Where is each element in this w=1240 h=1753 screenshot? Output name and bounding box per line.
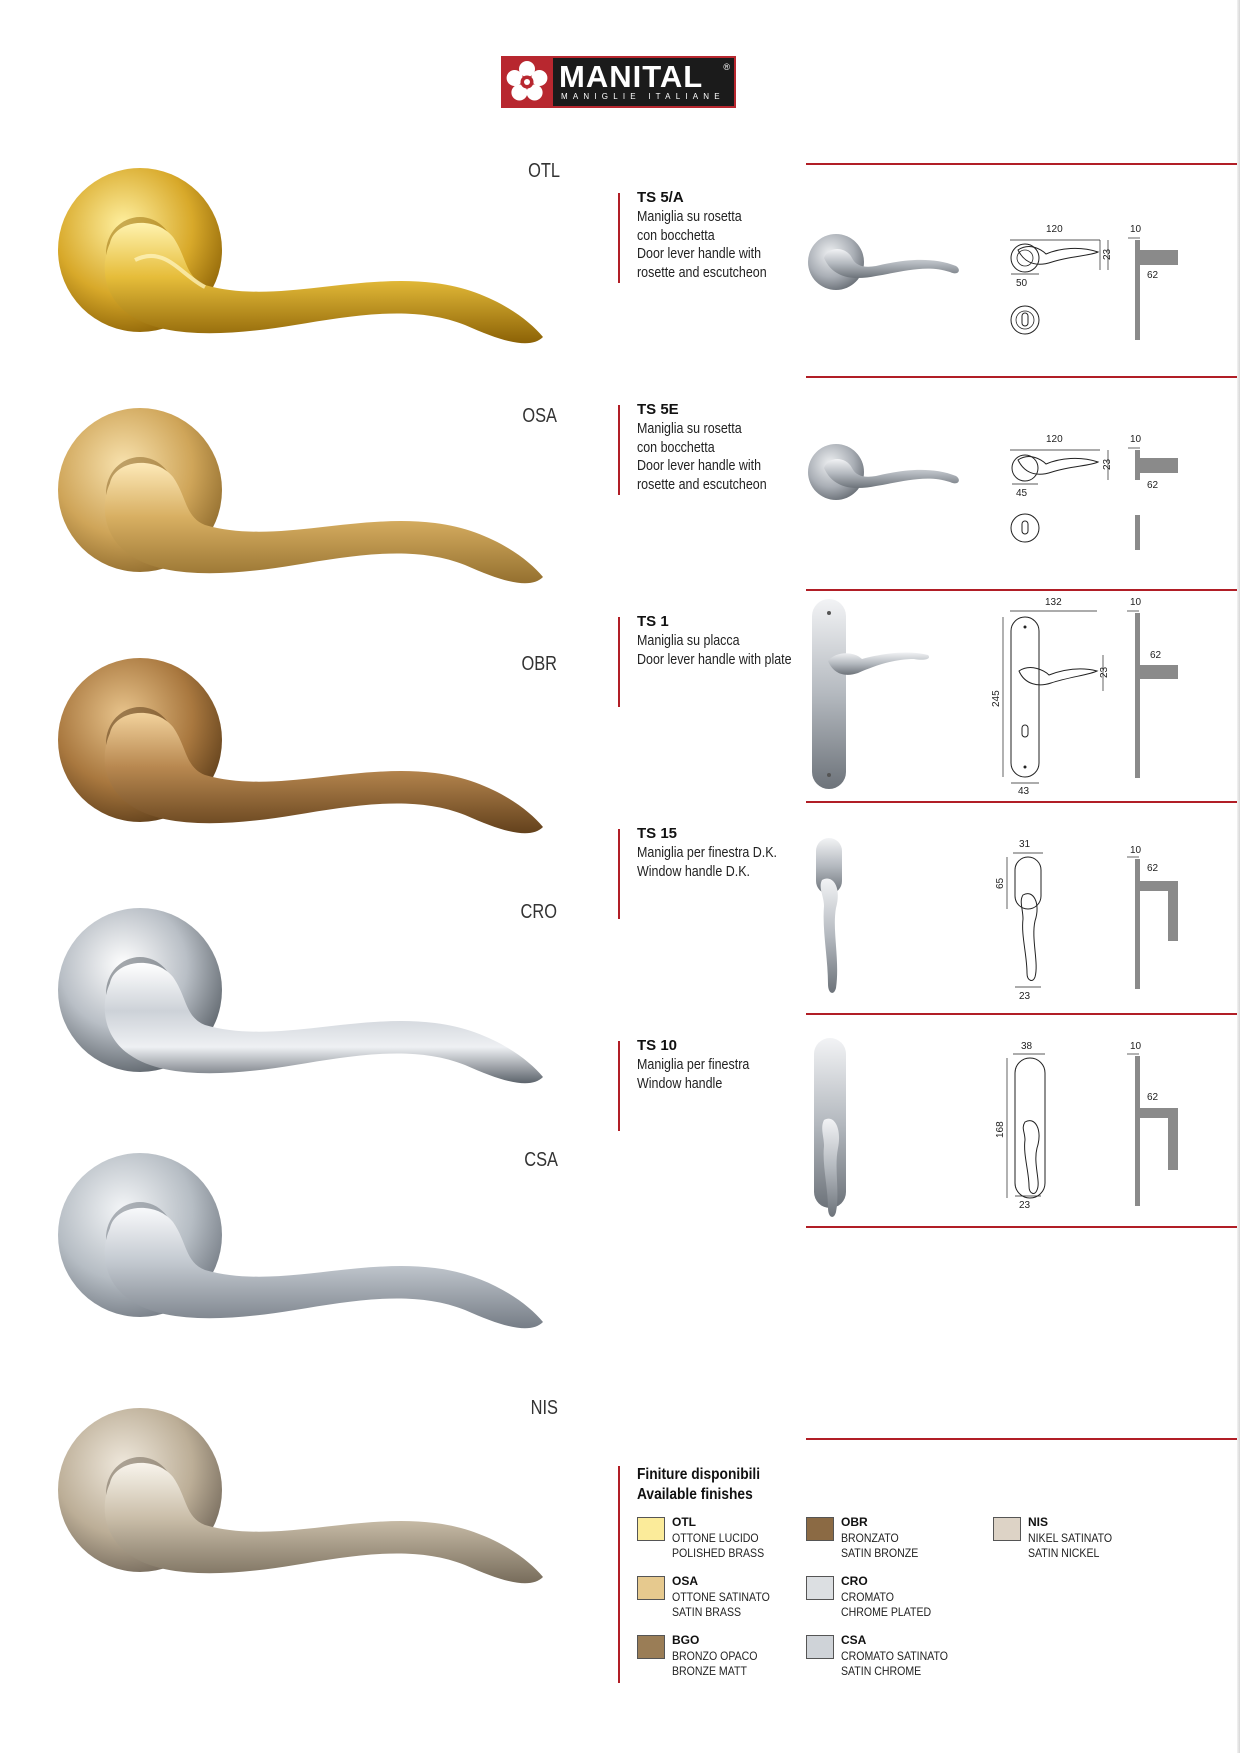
finish-code: CSA — [841, 1633, 867, 1647]
finish-code: CRO — [841, 1574, 868, 1588]
finish-name-it: BRONZO OPACO — [672, 1649, 758, 1663]
product-description-ts1: Maniglia su placca Door lever handle with plate — [637, 633, 792, 668]
handle-photo-nis — [55, 1405, 555, 1595]
finish-item-obr — [806, 1517, 986, 1567]
dim-projection: 62 — [1147, 480, 1159, 491]
technical-drawing-ts5e — [1000, 430, 1200, 560]
finish-item-cro — [806, 1576, 986, 1626]
product-photo-ts1 — [806, 595, 946, 795]
dim-projection: 62 — [1150, 650, 1162, 661]
finish-code: BGO — [672, 1633, 700, 1647]
dim-rosette: 45 — [1016, 488, 1028, 499]
finish-name-it: CROMATO SATINATO — [841, 1649, 948, 1663]
accent-bar — [618, 1466, 620, 1683]
dim-plate-height: 245 — [991, 690, 1002, 707]
finish-name-en: POLISHED BRASS — [672, 1546, 765, 1560]
dim-projection: 62 — [1147, 863, 1159, 874]
product-code-ts10: TS 10 — [637, 1037, 678, 1054]
dim-rosette: 50 — [1016, 278, 1028, 289]
product-code-ts15: TS 15 — [637, 825, 678, 842]
finishes-title-it: Finiture disponibili — [637, 1466, 761, 1483]
finish-swatch — [637, 1635, 665, 1659]
manital-logo — [501, 56, 736, 108]
finish-label-otl: OTL — [528, 160, 560, 182]
separator-line — [806, 1013, 1240, 1015]
logo-tagline: MANIGLIE ITALIANE — [561, 92, 725, 101]
logo-brand-text: MANITAL — [559, 59, 704, 94]
dim-base: 23 — [1019, 991, 1031, 1002]
dim-height: 23 — [1102, 458, 1113, 470]
finish-name-it: CROMATO — [841, 1590, 895, 1604]
separator-line — [806, 589, 1240, 591]
product-description-ts5e: Maniglia su rosetta con bocchetta Door lever handle with rosette and escutcheon — [637, 421, 767, 493]
product-code-ts5e: TS 5E — [637, 401, 679, 418]
dim-thickness: 10 — [1130, 845, 1142, 856]
dim-height: 23 — [1099, 666, 1110, 678]
finish-name-it: NIKEL SATINATO — [1028, 1531, 1113, 1545]
handle-photo-osa — [55, 405, 555, 595]
finish-name-it: OTTONE LUCIDO — [672, 1531, 759, 1545]
accent-bar — [618, 617, 620, 707]
finish-name-it: BRONZATO — [841, 1531, 899, 1545]
flower-logo-icon — [501, 56, 553, 108]
dim-thickness: 10 — [1130, 224, 1142, 235]
dim-thickness: 10 — [1130, 434, 1142, 445]
separator-line — [806, 801, 1240, 803]
separator-line — [806, 163, 1240, 165]
handle-photo-otl — [55, 165, 555, 355]
finish-swatch — [637, 1576, 665, 1600]
finish-label-osa: OSA — [522, 405, 557, 427]
separator-line — [806, 376, 1240, 378]
dim-thickness: 10 — [1130, 1041, 1142, 1052]
product-photo-ts15 — [806, 830, 866, 1000]
finish-name-en: SATIN BRONZE — [841, 1546, 919, 1560]
finish-name-en: CHROME PLATED — [841, 1605, 932, 1619]
finish-label-cro: CRO — [520, 901, 557, 923]
dim-height: 23 — [1102, 248, 1113, 260]
finish-name-en: SATIN BRASS — [672, 1605, 742, 1619]
handle-photo-csa — [55, 1150, 555, 1340]
accent-bar — [618, 829, 620, 919]
technical-drawing-ts5a — [1000, 220, 1200, 350]
product-photo-ts5e — [806, 432, 966, 512]
technical-drawing-ts15 — [985, 835, 1200, 1005]
finish-item-bgo — [637, 1635, 817, 1685]
finish-swatch — [806, 1635, 834, 1659]
finish-name-en: BRONZE MATT — [672, 1664, 747, 1678]
handle-photo-cro — [55, 905, 555, 1095]
accent-bar — [618, 193, 620, 283]
registered-mark: ® — [723, 62, 730, 72]
product-description-ts10: Maniglia per finestra Window handle — [637, 1057, 750, 1092]
dim-thickness: 10 — [1130, 597, 1142, 608]
finish-item-nis — [993, 1517, 1173, 1567]
product-code-ts1: TS 1 — [637, 613, 669, 630]
handle-photo-obr — [55, 655, 555, 845]
technical-drawing-ts1 — [985, 595, 1200, 795]
dim-base: 23 — [1019, 1200, 1031, 1211]
dim-width: 31 — [1019, 839, 1031, 850]
dim-projection: 62 — [1147, 1092, 1159, 1103]
finish-name-en: SATIN CHROME — [841, 1664, 922, 1678]
finish-name-en: SATIN NICKEL — [1028, 1546, 1100, 1560]
finish-swatch — [993, 1517, 1021, 1541]
finish-item-csa — [806, 1635, 986, 1685]
accent-bar — [618, 405, 620, 495]
technical-drawing-ts10 — [985, 1040, 1200, 1215]
separator-line — [806, 1226, 1240, 1228]
dim-height: 65 — [995, 877, 1006, 889]
finish-swatch — [637, 1517, 665, 1541]
separator-line — [806, 1438, 1240, 1440]
product-code-ts5a: TS 5/A — [637, 189, 684, 206]
product-photo-ts5a — [806, 222, 966, 302]
accent-bar — [618, 1041, 620, 1131]
finish-label-obr: OBR — [521, 653, 557, 675]
finish-name-it: OTTONE SATINATO — [672, 1590, 770, 1604]
dim-width: 38 — [1021, 1041, 1033, 1052]
product-description-ts15: Maniglia per finestra D.K. Window handle D.K. — [637, 845, 778, 880]
dim-length: 120 — [1046, 434, 1063, 445]
finish-code: OSA — [672, 1574, 699, 1588]
dim-length: 120 — [1046, 224, 1063, 235]
finish-label-csa: CSA — [524, 1149, 558, 1171]
dim-height: 168 — [995, 1121, 1006, 1138]
finish-label-nis: NIS — [530, 1397, 558, 1419]
product-photo-ts10 — [806, 1030, 866, 1225]
finish-code: OTL — [672, 1515, 696, 1529]
finish-swatch — [806, 1576, 834, 1600]
product-description-ts5a: Maniglia su rosetta con bocchetta Door lever handle with rosette and escutcheon — [637, 209, 767, 281]
dim-plate-width: 43 — [1018, 786, 1030, 795]
finish-code: NIS — [1028, 1515, 1049, 1529]
finish-code: OBR — [841, 1515, 868, 1529]
finishes-title-en: Available finishes — [637, 1486, 753, 1503]
finish-swatch — [806, 1517, 834, 1541]
finish-item-osa — [637, 1576, 817, 1626]
dim-length: 132 — [1045, 597, 1062, 608]
dim-projection: 62 — [1147, 270, 1159, 281]
finish-item-otl — [637, 1517, 817, 1567]
